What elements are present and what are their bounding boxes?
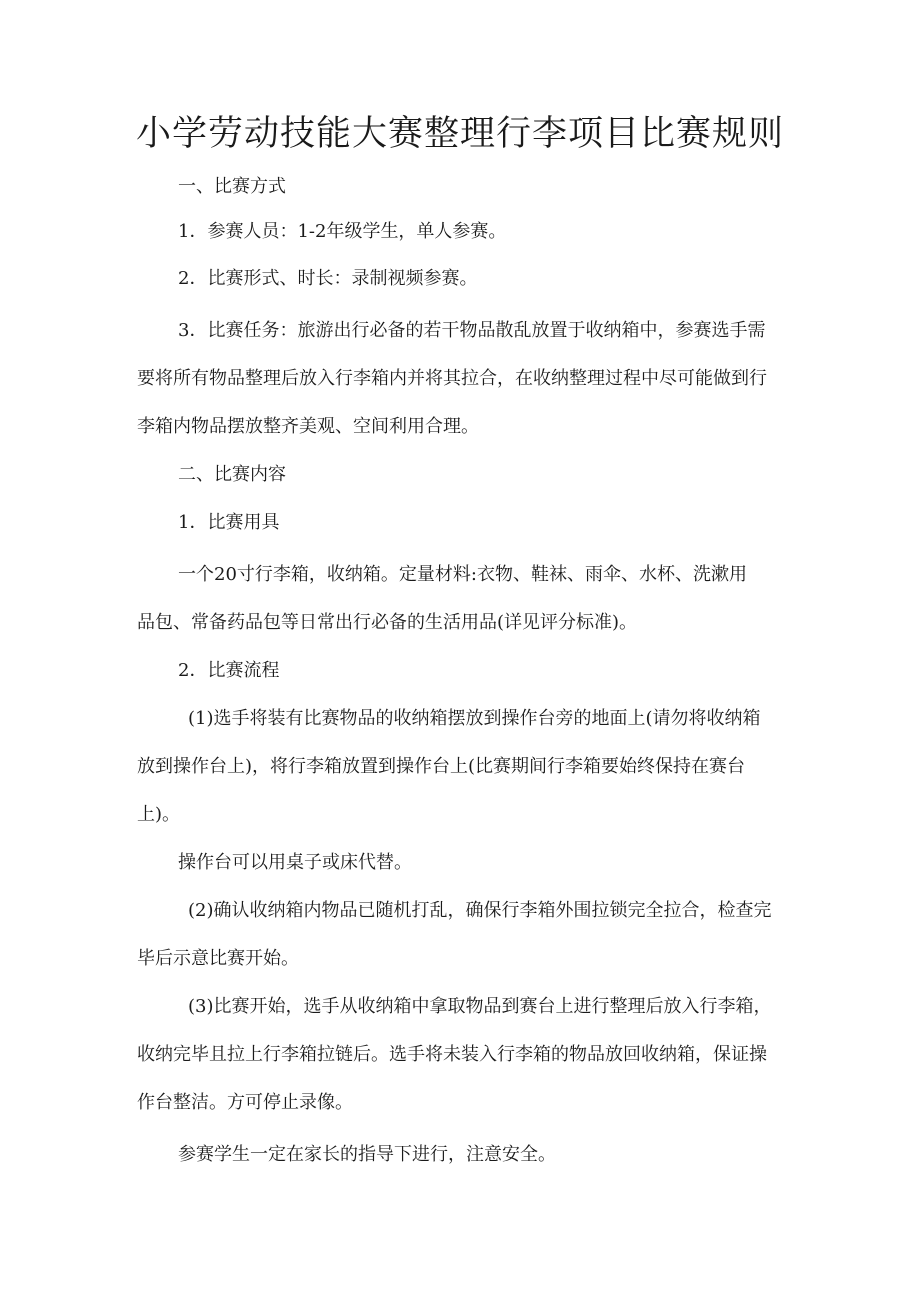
paragraph-line: 毕后示意比赛开始。 xyxy=(137,948,299,969)
paragraph-line: 作台整洁。方可停止录像。 xyxy=(137,1092,353,1113)
paragraph-line: 参赛学生一定在家长的指导下进行，注意安全。 xyxy=(178,1144,556,1165)
paragraph-line: 3．比赛任务：旅游出行必备的若干物品散乱放置于收纳箱中，参赛选手需 xyxy=(178,320,766,341)
document-title: 小学劳动技能大赛整理行李项目比赛规则 xyxy=(135,114,784,154)
paragraph-line: 2．比赛形式、时长：录制视频参赛。 xyxy=(178,268,478,289)
subsection-heading: 2．比赛流程 xyxy=(178,660,280,681)
section-heading-2: 二、比赛内容 xyxy=(178,464,286,485)
paragraph-line: 李箱内物品摆放整齐美观、空间利用合理。 xyxy=(137,416,479,437)
paragraph-line: 一个20寸行李箱，收纳箱。定量材料:衣物、鞋袜、雨伞、水杯、洗漱用 xyxy=(178,564,747,585)
paragraph-line: (1)选手将装有比赛物品的收纳箱摆放到操作台旁的地面上(请勿将收纳箱 xyxy=(188,708,761,729)
paragraph-line: 上)。 xyxy=(137,804,181,825)
paragraph-line: (3)比赛开始，选手从收纳箱中拿取物品到赛台上进行整理后放入行李箱， xyxy=(188,996,772,1017)
paragraph-line: 要将所有物品整理后放入行李箱内并将其拉合，在收纳整理过程中尽可能做到行 xyxy=(137,368,767,389)
paragraph-line: 1．参赛人员：1-2年级学生，单人参赛。 xyxy=(178,221,507,242)
paragraph-line: 操作台可以用桌子或床代替。 xyxy=(178,852,412,873)
paragraph-line: (2)确认收纳箱内物品已随机打乱，确保行李箱外围拉锁完全拉合，检查完 xyxy=(188,900,772,921)
paragraph-line: 品包、常备药品包等日常出行必备的生活用品(详见评分标准)。 xyxy=(137,612,638,633)
subsection-heading: 1．比赛用具 xyxy=(178,512,280,533)
section-heading-1: 一、比赛方式 xyxy=(178,176,286,197)
paragraph-line: 放到操作台上)，将行李箱放置到操作台上(比赛期间行李箱要始终保持在赛台 xyxy=(137,756,746,777)
paragraph-line: 收纳完毕且拉上行李箱拉链后。选手将未装入行李箱的物品放回收纳箱，保证操 xyxy=(137,1044,767,1065)
